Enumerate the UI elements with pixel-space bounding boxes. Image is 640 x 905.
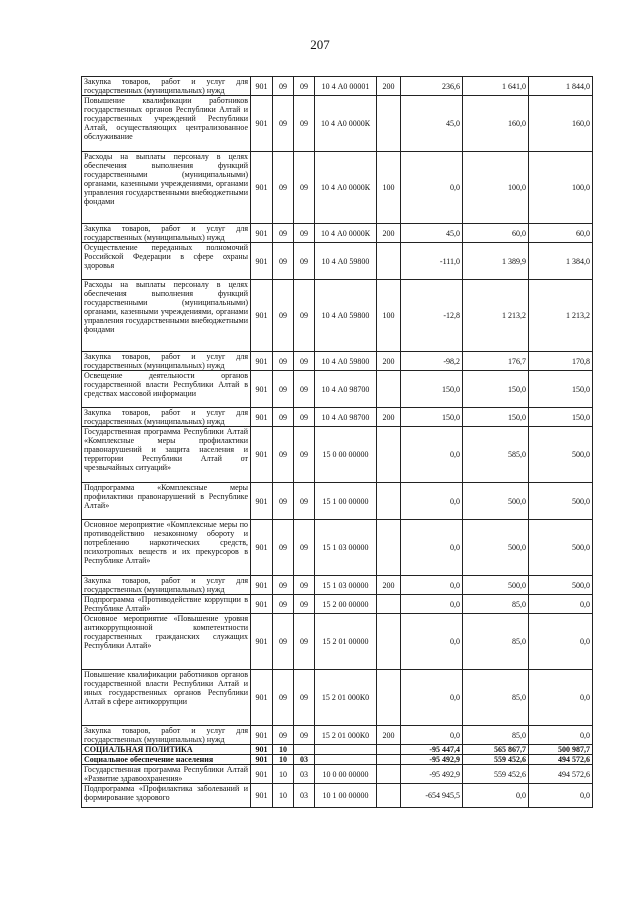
amount-change: 0,0 — [401, 520, 463, 576]
row-name: Государственная программа Республики Алтай «Развитие здравоохранения» — [82, 765, 251, 784]
table-row — [82, 408, 593, 427]
expense-type — [377, 483, 401, 520]
table-row — [82, 784, 593, 808]
subsection-code: 09 — [294, 427, 315, 483]
amount-year-1: 85,0 — [463, 670, 529, 726]
subsection-code — [294, 745, 315, 755]
subsection-code: 09 — [294, 152, 315, 224]
amount-year-2: 150,0 — [529, 408, 593, 427]
row-name: Подпрограмма «Профилактика заболеваний и формирование здорового — [82, 784, 251, 808]
amount-year-2: 500,0 — [529, 520, 593, 576]
amount-change: 0,0 — [401, 427, 463, 483]
ministry-code: 901 — [251, 670, 273, 726]
table-row — [82, 280, 593, 352]
row-name: Повышение квалификации работников органов государственной власти Республики Алтай и иных государственных органов Республики Алтай в сфере антикоррупции — [82, 670, 251, 726]
target-article: 10 0 00 00000 — [315, 765, 377, 784]
table-row — [82, 595, 593, 614]
amount-year-2: 0,0 — [529, 726, 593, 745]
amount-year-1: 565 867,7 — [463, 745, 529, 755]
amount-year-1: 1 641,0 — [463, 77, 529, 96]
amount-year-2: 0,0 — [529, 784, 593, 808]
amount-change: 0,0 — [401, 726, 463, 745]
target-article: 10 4 А0 59800 — [315, 280, 377, 352]
section-code: 09 — [273, 224, 294, 243]
expense-type: 200 — [377, 224, 401, 243]
section-code: 09 — [273, 520, 294, 576]
table-row — [82, 670, 593, 726]
section-code: 09 — [273, 726, 294, 745]
amount-change: 150,0 — [401, 371, 463, 408]
expense-type — [377, 784, 401, 808]
subsection-code: 09 — [294, 520, 315, 576]
target-article: 15 2 01 000К0 — [315, 726, 377, 745]
row-name: Основное мероприятие «Комплексные меры по противодействию незаконному обороту и потреблению наркотических средств, психотропных веществ и их прекурсоров в Республике Алтай» — [82, 520, 251, 576]
target-article: 15 2 01 000К0 — [315, 670, 377, 726]
target-article: 10 4 А0 0000К — [315, 152, 377, 224]
amount-year-2: 1 844,0 — [529, 77, 593, 96]
ministry-code: 901 — [251, 614, 273, 670]
table-row — [82, 755, 593, 765]
subsection-code: 09 — [294, 96, 315, 152]
amount-year-1: 160,0 — [463, 96, 529, 152]
ministry-code: 901 — [251, 427, 273, 483]
subsection-code: 09 — [294, 726, 315, 745]
expense-type — [377, 670, 401, 726]
target-article: 15 1 03 00000 — [315, 520, 377, 576]
amount-change: 0,0 — [401, 670, 463, 726]
amount-change: 0,0 — [401, 152, 463, 224]
ministry-code: 901 — [251, 595, 273, 614]
amount-change: -98,2 — [401, 352, 463, 371]
target-article: 15 0 00 00000 — [315, 427, 377, 483]
ministry-code: 901 — [251, 483, 273, 520]
table-row — [82, 765, 593, 784]
amount-year-2: 0,0 — [529, 614, 593, 670]
ministry-code: 901 — [251, 280, 273, 352]
amount-year-2: 0,0 — [529, 595, 593, 614]
amount-year-1: 585,0 — [463, 427, 529, 483]
amount-year-2: 160,0 — [529, 96, 593, 152]
row-name: Расходы на выплаты персоналу в целях обеспечения выполнения функций государственными (муниципальными) органами, казенными учреждениями, органами управления государственными внебюджетными фондами — [82, 280, 251, 352]
table-row — [82, 352, 593, 371]
table-row — [82, 96, 593, 152]
expense-type — [377, 371, 401, 408]
table-row — [82, 152, 593, 224]
amount-change: 236,6 — [401, 77, 463, 96]
subsection-code: 09 — [294, 576, 315, 595]
amount-year-1: 150,0 — [463, 408, 529, 427]
table-row — [82, 614, 593, 670]
section-code: 09 — [273, 427, 294, 483]
target-article: 10 4 А0 59800 — [315, 243, 377, 280]
table-row — [82, 520, 593, 576]
row-name: Повышение квалификации работников государственных органов Республики Алтай и государственных учреждений Республики Алтай, осуществляющих централизованное обслуживание — [82, 96, 251, 152]
amount-year-2: 500 987,7 — [529, 745, 593, 755]
amount-year-2: 494 572,6 — [529, 755, 593, 765]
section-code: 09 — [273, 614, 294, 670]
subsection-code: 09 — [294, 595, 315, 614]
ministry-code: 901 — [251, 352, 273, 371]
subsection-code: 09 — [294, 614, 315, 670]
expense-type — [377, 96, 401, 152]
amount-year-1: 1 389,9 — [463, 243, 529, 280]
amount-year-2: 150,0 — [529, 371, 593, 408]
ministry-code: 901 — [251, 224, 273, 243]
ministry-code: 901 — [251, 243, 273, 280]
table-row — [82, 726, 593, 745]
expense-type: 200 — [377, 352, 401, 371]
subsection-code: 09 — [294, 352, 315, 371]
amount-change: -95 447,4 — [401, 745, 463, 755]
amount-year-2: 1 213,2 — [529, 280, 593, 352]
amount-change: 0,0 — [401, 576, 463, 595]
amount-change: 0,0 — [401, 595, 463, 614]
section-code: 09 — [273, 670, 294, 726]
subsection-code: 09 — [294, 483, 315, 520]
table-row — [82, 576, 593, 595]
table-row — [82, 371, 593, 408]
table-row — [82, 483, 593, 520]
table-row — [82, 243, 593, 280]
expense-type — [377, 614, 401, 670]
amount-change: -654 945,5 — [401, 784, 463, 808]
page-number: 207 — [310, 37, 330, 52]
row-name: Закупка товаров, работ и услуг для государственных (муниципальных) нужд — [82, 77, 251, 96]
budget-table — [81, 76, 593, 808]
table-body — [82, 77, 593, 808]
amount-year-1: 559 452,6 — [463, 765, 529, 784]
subsection-code: 09 — [294, 670, 315, 726]
section-code: 09 — [273, 77, 294, 96]
amount-year-2: 60,0 — [529, 224, 593, 243]
amount-change: -12,8 — [401, 280, 463, 352]
subsection-code: 09 — [294, 280, 315, 352]
subsection-code: 03 — [294, 755, 315, 765]
ministry-code: 901 — [251, 576, 273, 595]
target-article: 10 4 А0 98700 — [315, 371, 377, 408]
amount-change: -95 492,9 — [401, 765, 463, 784]
row-name: Осуществление переданных полномочий Российской Федерации в сфере охраны здоровья — [82, 243, 251, 280]
table-row — [82, 427, 593, 483]
amount-change: 0,0 — [401, 614, 463, 670]
amount-year-1: 559 452,6 — [463, 755, 529, 765]
amount-year-2: 1 384,0 — [529, 243, 593, 280]
subsection-code: 03 — [294, 784, 315, 808]
amount-year-2: 100,0 — [529, 152, 593, 224]
amount-change: 45,0 — [401, 96, 463, 152]
subsection-code: 09 — [294, 224, 315, 243]
section-code: 09 — [273, 595, 294, 614]
section-code: 09 — [273, 96, 294, 152]
section-code: 09 — [273, 371, 294, 408]
expense-type — [377, 243, 401, 280]
section-code: 09 — [273, 280, 294, 352]
amount-year-2: 170,8 — [529, 352, 593, 371]
amount-year-1: 0,0 — [463, 784, 529, 808]
amount-change: 150,0 — [401, 408, 463, 427]
target-article: 15 2 00 00000 — [315, 595, 377, 614]
target-article: 10 4 А0 98700 — [315, 408, 377, 427]
amount-year-2: 500,0 — [529, 483, 593, 520]
subsection-code: 09 — [294, 408, 315, 427]
ministry-code: 901 — [251, 755, 273, 765]
row-name: Подпрограмма «Противодействие коррупции в Республике Алтай» — [82, 595, 251, 614]
expense-type: 200 — [377, 576, 401, 595]
section-code: 09 — [273, 576, 294, 595]
amount-year-2: 0,0 — [529, 670, 593, 726]
row-name: Закупка товаров, работ и услуг для государственных (муниципальных) нужд — [82, 576, 251, 595]
amount-year-1: 500,0 — [463, 520, 529, 576]
section-code: 10 — [273, 765, 294, 784]
expense-type: 100 — [377, 152, 401, 224]
amount-change: 45,0 — [401, 224, 463, 243]
ministry-code: 901 — [251, 77, 273, 96]
amount-change: -111,0 — [401, 243, 463, 280]
target-article: 10 4 А0 0000К — [315, 96, 377, 152]
ministry-code: 901 — [251, 152, 273, 224]
section-code: 09 — [273, 483, 294, 520]
amount-year-1: 176,7 — [463, 352, 529, 371]
subsection-code: 09 — [294, 243, 315, 280]
amount-year-1: 1 213,2 — [463, 280, 529, 352]
row-name: Подпрограмма «Комплексные меры профилактики правонарушений в Республике Алтай» — [82, 483, 251, 520]
amount-year-2: 494 572,6 — [529, 765, 593, 784]
section-code: 10 — [273, 745, 294, 755]
amount-year-1: 85,0 — [463, 595, 529, 614]
target-article: 10 4 А0 59800 — [315, 352, 377, 371]
subsection-code: 09 — [294, 371, 315, 408]
table-row — [82, 745, 593, 755]
target-article — [315, 755, 377, 765]
target-article: 15 1 00 00000 — [315, 483, 377, 520]
expense-type — [377, 427, 401, 483]
section-code: 10 — [273, 755, 294, 765]
subsection-code: 09 — [294, 77, 315, 96]
expense-type — [377, 755, 401, 765]
ministry-code: 901 — [251, 408, 273, 427]
subsection-code: 03 — [294, 765, 315, 784]
amount-year-1: 500,0 — [463, 483, 529, 520]
expense-type: 200 — [377, 408, 401, 427]
ministry-code: 901 — [251, 765, 273, 784]
ministry-code: 901 — [251, 745, 273, 755]
target-article: 10 4 А0 0000К — [315, 224, 377, 243]
section-code: 09 — [273, 408, 294, 427]
ministry-code: 901 — [251, 371, 273, 408]
row-name: Государственная программа Республики Алтай «Комплексные меры профилактики правонарушений и защита населения и территории Республики Алтай от чрезвычайных ситуаций» — [82, 427, 251, 483]
section-code: 09 — [273, 152, 294, 224]
amount-change: -95 492,9 — [401, 755, 463, 765]
row-name: Социальное обеспечение населения — [82, 755, 251, 765]
row-name: Закупка товаров, работ и услуг для государственных (муниципальных) нужд — [82, 726, 251, 745]
amount-year-1: 60,0 — [463, 224, 529, 243]
expense-type — [377, 745, 401, 755]
row-name: Расходы на выплаты персоналу в целях обеспечения выполнения функций государственными (муниципальными) органами, казенными учреждениями, органами управления государственными внебюджетными фондами — [82, 152, 251, 224]
ministry-code: 901 — [251, 520, 273, 576]
row-name: Закупка товаров, работ и услуг для государственных (муниципальных) нужд — [82, 224, 251, 243]
row-name: Освещение деятельности органов государственной власти Республики Алтай в средствах массовой информации — [82, 371, 251, 408]
amount-year-2: 500,0 — [529, 576, 593, 595]
section-code: 09 — [273, 243, 294, 280]
target-article: 15 2 01 00000 — [315, 614, 377, 670]
amount-year-1: 500,0 — [463, 576, 529, 595]
target-article: 10 1 00 00000 — [315, 784, 377, 808]
row-name: Закупка товаров, работ и услуг для государственных (муниципальных) нужд — [82, 352, 251, 371]
amount-year-2: 500,0 — [529, 427, 593, 483]
expense-type — [377, 520, 401, 576]
row-name: Основное мероприятие «Повышение уровня антикоррупционной компетентности государственных гражданских служащих Республики Алтай» — [82, 614, 251, 670]
expense-type: 200 — [377, 726, 401, 745]
amount-year-1: 85,0 — [463, 614, 529, 670]
amount-year-1: 100,0 — [463, 152, 529, 224]
target-article: 15 1 03 00000 — [315, 576, 377, 595]
expense-type — [377, 765, 401, 784]
ministry-code: 901 — [251, 96, 273, 152]
row-name: СОЦИАЛЬНАЯ ПОЛИТИКА — [82, 745, 251, 755]
amount-year-1: 85,0 — [463, 726, 529, 745]
ministry-code: 901 — [251, 784, 273, 808]
target-article: 10 4 А0 00001 — [315, 77, 377, 96]
target-article — [315, 745, 377, 755]
section-code: 10 — [273, 784, 294, 808]
ministry-code: 901 — [251, 726, 273, 745]
table-row — [82, 77, 593, 96]
expense-type: 200 — [377, 77, 401, 96]
expense-type — [377, 595, 401, 614]
table-row — [82, 224, 593, 243]
expense-type: 100 — [377, 280, 401, 352]
row-name: Закупка товаров, работ и услуг для государственных (муниципальных) нужд — [82, 408, 251, 427]
amount-year-1: 150,0 — [463, 371, 529, 408]
amount-change: 0,0 — [401, 483, 463, 520]
section-code: 09 — [273, 352, 294, 371]
